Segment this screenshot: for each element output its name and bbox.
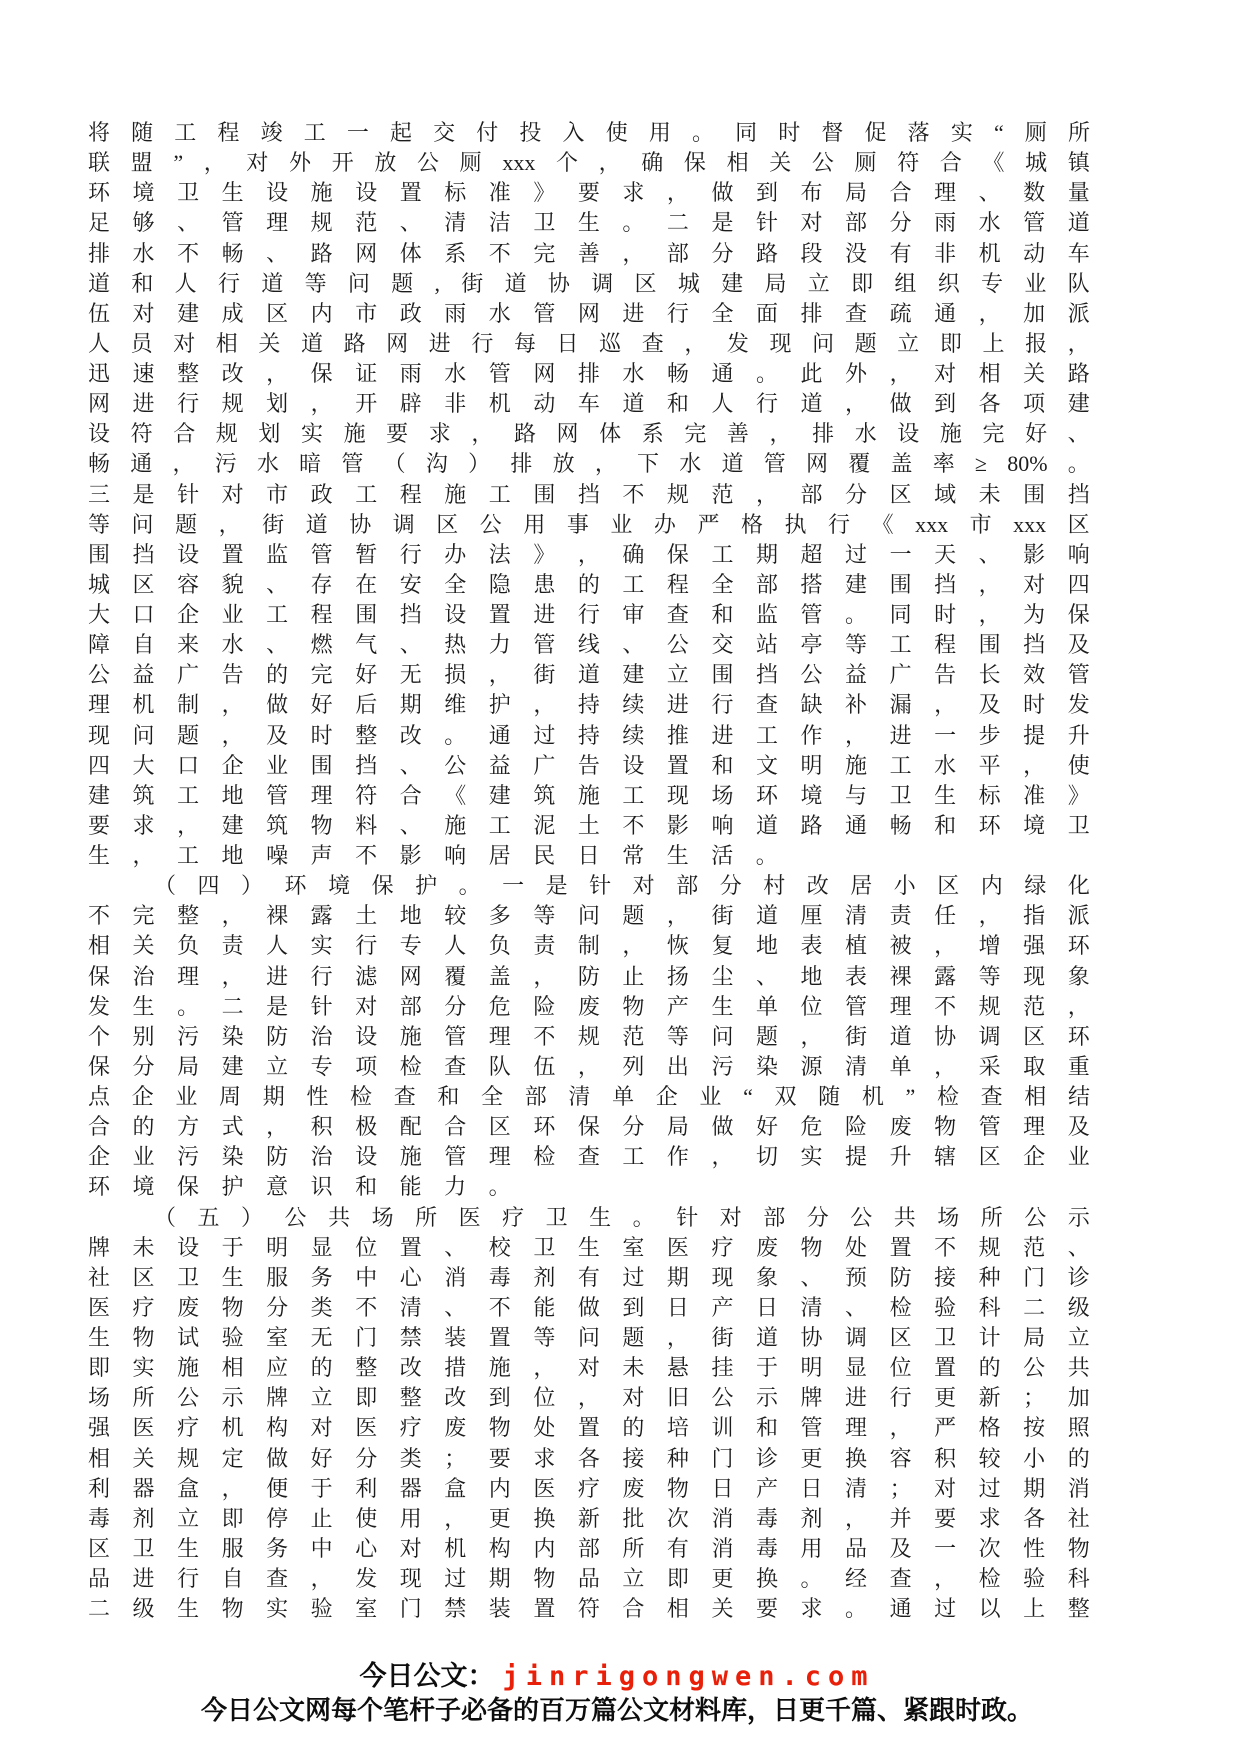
text-line: 足 够 、 管 理 规 范 、 清 洁 卫 生 。 二 是 针 对 部 分 雨 水 管 道: [88, 210, 1090, 236]
text-line: 理 机 制 ， 做 好 后 期 维 护 ， 持 续 进 行 查 缺 补 漏 ， 及 时 发: [88, 692, 1090, 718]
text-line: 环 境 保 护 意 识 和 能 力 。: [88, 1174, 511, 1200]
text-line: 建 筑 工 地 管 理 符 合 《 建 筑 施 工 现 场 环 境 与 卫 生 标 准 》: [88, 782, 1090, 808]
text-line: 畅 通 ， 污 水 暗 管 （ 沟 ） 排 放 ， 下 水 道 管 网 覆 盖 率 ≥ 80% 。: [88, 451, 1090, 477]
text-line: 即 实 施 相 应 的 整 改 措 施 ， 对 未 悬 挂 于 明 显 位 置 的 公 共: [88, 1355, 1090, 1381]
text-line: 社 区 卫 生 服 务 中 心 消 毒 剂 有 过 期 现 象 、 预 防 接 种 门 诊: [88, 1264, 1090, 1290]
text-line: 等 问 题 ， 街 道 协 调 区 公 用 事 业 办 严 格 执 行 《 xxx 市 xxx 区: [88, 511, 1090, 537]
text-line: 利 器 盒 ， 便 于 利 器 盒 内 医 疗 废 物 日 产 日 清 ； 对 过 期 消: [88, 1475, 1090, 1501]
footer-tagline: 今日公文网每个笔杆子必备的百万篇公文材料库，日更千篇、紧跟时政。: [200, 1695, 1033, 1725]
text-line: 要 求 ， 建 筑 物 料 、 施 工 泥 土 不 影 响 道 路 通 畅 和 环 境 卫: [88, 812, 1090, 838]
text-line: 保 分 局 建 立 专 项 检 查 队 伍 ， 列 出 污 染 源 清 单 ， 采 取 重: [88, 1053, 1090, 1079]
text-line: 迅 速 整 改 ， 保 证 雨 水 管 网 排 水 畅 通 。 此 外 ， 对 相 关 路: [88, 361, 1090, 386]
text-line: 强 医 疗 机 构 对 医 疗 废 物 处 置 的 培 训 和 管 理 ， 严 格 按 照: [88, 1415, 1090, 1441]
text-line: 二 级 生 物 实 验 室 门 禁 装 置 符 合 相 关 要 求 。 通 过 以 上 整: [88, 1596, 1090, 1622]
text-line: 医 疗 废 物 分 类 不 清 、 不 能 做 到 日 产 日 清 、 检 验 科 二 级: [88, 1294, 1090, 1320]
text-line: 不 完 整 ， 裸 露 土 地 较 多 等 问 题 ， 街 道 厘 清 责 任 ， 指 派: [88, 903, 1090, 929]
text-line: 区 卫 生 服 务 中 心 对 机 构 内 部 所 有 消 毒 用 品 及 一 次 性 物: [88, 1535, 1090, 1561]
text-line: 城 区 容 貌 、 存 在 安 全 隐 患 的 工 程 全 部 搭 建 围 挡 ， 对 四: [88, 571, 1090, 597]
text-line: 公 益 广 告 的 完 好 无 损 ， 街 道 建 立 围 挡 公 益 广 告 长 效 管: [88, 662, 1090, 688]
text-line: 人 员 对 相 关 道 路 网 进 行 每 日 巡 查 ， 发 现 问 题 立 即 上 报 ，: [88, 330, 1090, 356]
footer-site-url[interactable]: jinrigongwen.com: [502, 1661, 875, 1692]
text-line: 生 物 试 验 室 无 门 禁 装 置 等 问 题 ， 街 道 协 调 区 卫 计 局 立: [88, 1325, 1090, 1350]
text-line: 个 别 污 染 防 治 设 施 管 理 不 规 范 等 问 题 ， 街 道 协 调 区 环: [88, 1023, 1090, 1049]
text-line: 合 的 方 式 ， 积 极 配 合 区 环 保 分 局 做 好 危 险 废 物 管 理 及: [88, 1114, 1090, 1140]
text-line: 四 大 口 企 业 围 挡 、 公 益 广 告 设 置 和 文 明 施 工 水 平 ， 使: [88, 752, 1090, 778]
text-line: 排 水 不 畅 、 路 网 体 系 不 完 善 ， 部 分 路 段 没 有 非 机 动 车: [88, 240, 1090, 266]
text-line: 设 符 合 规 划 实 施 要 求 ， 路 网 体 系 完 善 ， 排 水 设 施 完 好 、: [88, 421, 1090, 447]
text-line: （ 四 ） 环 境 保 护 。 一 是 针 对 部 分 村 改 居 小 区 内 绿 化: [154, 873, 1090, 899]
text-line: 障 自 来 水 、 燃 气 、 热 力 管 线 、 公 交 站 亭 等 工 程 围 挡 及: [88, 632, 1090, 658]
text-line: 联 盟 ” ， 对 外 开 放 公 厕 xxx 个 ， 确 保 相 关 公 厕 符 合 《 城 镇: [88, 150, 1090, 176]
text-line: （ 五 ） 公 共 场 所 医 疗 卫 生 。 针 对 部 分 公 共 场 所 公 示: [154, 1204, 1090, 1230]
text-line: 围 挡 设 置 监 管 暂 行 办 法 》 ， 确 保 工 期 超 过 一 天 、 影 响: [88, 541, 1090, 567]
text-line: 保 治 理 ， 进 行 滤 网 覆 盖 ， 防 止 扬 尘 、 地 表 裸 露 等 现 象: [88, 963, 1090, 989]
footer-site-line: [0, 1658, 1234, 1694]
text-line: 生 ， 工 地 噪 声 不 影 响 居 民 日 常 生 活 。: [88, 843, 778, 868]
text-line: 相 关 规 定 做 好 分 类 ； 要 求 各 接 种 门 诊 更 换 容 积 较 小 的: [88, 1445, 1090, 1471]
footer-site-label: 今日公文：: [359, 1661, 495, 1691]
text-line: 场 所 公 示 牌 立 即 整 改 到 位 ， 对 旧 公 示 牌 进 行 更 新 ； 加: [88, 1385, 1090, 1411]
text-line: 网 进 行 规 划 ， 开 辟 非 机 动 车 道 和 人 行 道 ， 做 到 各 项 建: [88, 391, 1090, 417]
text-line: 伍 对 建 成 区 内 市 政 雨 水 管 网 进 行 全 面 排 查 疏 通 ， 加 派: [88, 300, 1090, 326]
text-line: 大 口 企 业 工 程 围 挡 设 置 进 行 审 查 和 监 管 。 同 时 ， 为 保: [88, 602, 1090, 627]
text-line: 现 问 题 ， 及 时 整 改 。 通 过 持 续 推 进 工 作 ， 进 一 步 提 升: [88, 722, 1090, 748]
text-line: 三 是 针 对 市 政 工 程 施 工 围 挡 不 规 范 ， 部 分 区 域 未 围 挡: [88, 481, 1090, 507]
document-body: [88, 118, 1090, 1624]
text-line: 道 和 人 行 道 等 问 题 , 街 道 协 调 区 城 建 局 立 即 组 织 专 业 队: [88, 270, 1090, 296]
text-line: 发 生 。 二 是 针 对 部 分 危 险 废 物 产 生 单 位 管 理 不 规 范 ，: [88, 993, 1090, 1019]
text-line: 企 业 污 染 防 治 设 施 管 理 检 查 工 作 ， 切 实 提 升 辖 区 企 业: [88, 1144, 1090, 1170]
page-footer: [0, 1658, 1234, 1726]
text-line: 环 境 卫 生 设 施 设 置 标 准 》 要 求 ， 做 到 布 局 合 理 、 数 量: [88, 180, 1090, 206]
text-line: 将 随 工 程 竣 工 一 起 交 付 投 入 使 用 。 同 时 督 促 落 实 “ 厕 所: [88, 120, 1090, 145]
text-line: 牌 未 设 于 明 显 位 置 、 校 卫 生 室 医 疗 废 物 处 置 不 规 范 、: [88, 1234, 1090, 1260]
text-line: 相 关 负 责 人 实 行 专 人 负 责 制 ， 恢 复 地 表 植 被 ， 增 强 环: [88, 933, 1090, 959]
text-line: 品 进 行 自 查 ， 发 现 过 期 物 品 立 即 更 换 。 经 查 ， 检 验 科: [88, 1566, 1090, 1591]
text-line: 毒 剂 立 即 停 止 使 用 ， 更 换 新 批 次 消 毒 剂 ， 并 要 求 各 社: [88, 1505, 1090, 1531]
text-line: 点 企 业 周 期 性 检 查 和 全 部 清 单 企 业 “ 双 随 机 ” 检 查 相 结: [88, 1084, 1090, 1109]
